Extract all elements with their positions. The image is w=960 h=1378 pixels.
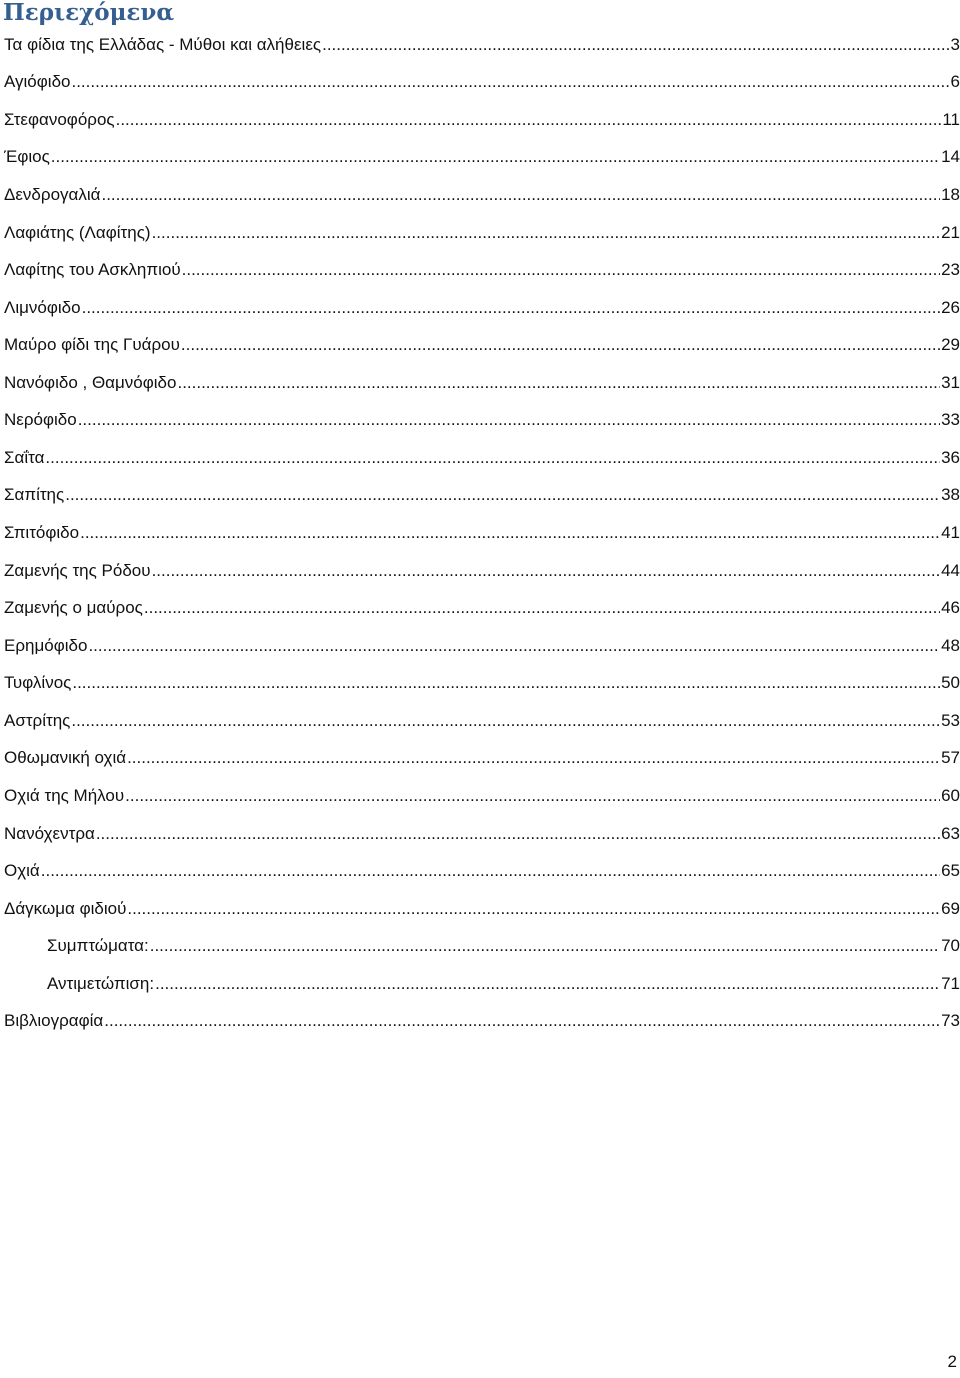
toc-entry[interactable] — [0, 665, 960, 703]
toc-entry-page[interactable]: 6 — [950, 72, 960, 92]
toc-entry-title[interactable]: Λιμνόφιδο — [4, 297, 81, 317]
toc-entry-title[interactable]: Μαύρο φίδι της Γυάρου — [4, 335, 180, 355]
toc-entry-title[interactable]: Βιβλιογραφία — [4, 1011, 104, 1031]
toc-entry-title[interactable]: Ζαμενής της Ρόδου — [4, 560, 151, 580]
toc-dot-leader — [322, 35, 949, 55]
toc-heading: Περιεχόμενα — [3, 0, 175, 26]
toc-entry[interactable] — [0, 552, 960, 590]
toc-dot-leader — [88, 636, 940, 656]
toc-entry-line — [0, 110, 960, 130]
toc-entry-page[interactable]: 46 — [941, 598, 960, 618]
toc-entry-page[interactable]: 57 — [941, 748, 960, 768]
toc-entry[interactable] — [0, 890, 960, 928]
toc-dot-leader — [45, 448, 940, 468]
toc-entry-title[interactable]: Δενδρογαλιά — [4, 185, 101, 204]
toc-entry[interactable] — [0, 777, 960, 815]
toc-entry-title[interactable]: Σαΐτα — [4, 447, 45, 467]
toc-entry-title[interactable]: Έφιος — [4, 147, 50, 167]
toc-entry[interactable] — [0, 251, 960, 289]
toc-entry-line — [0, 636, 960, 656]
toc-dot-leader — [144, 598, 940, 618]
toc-dot-leader — [116, 110, 942, 130]
toc-entry-page[interactable]: 48 — [941, 635, 960, 655]
toc-entry-line — [0, 373, 960, 393]
toc-entry[interactable] — [0, 815, 960, 853]
toc-entry-line — [0, 673, 960, 693]
toc-entry-line — [0, 561, 960, 581]
toc-entry-line — [0, 1011, 960, 1031]
toc-dot-leader — [177, 373, 940, 393]
toc-dot-leader — [80, 523, 940, 543]
toc-entry-title[interactable]: Νερόφιδο — [4, 410, 77, 430]
toc-entry-title[interactable]: Σπιτόφιδο — [4, 523, 80, 543]
toc-entry-line — [0, 223, 960, 243]
toc-dot-leader — [65, 485, 940, 505]
toc-entry-line — [0, 899, 960, 919]
toc-dot-leader — [125, 786, 940, 806]
toc-dot-leader — [71, 711, 940, 731]
toc-entry-line — [0, 448, 960, 468]
toc-entry-title[interactable]: Νανόχεντρα — [4, 823, 95, 843]
toc-entry[interactable] — [0, 702, 960, 740]
toc-entry-page[interactable]: 21 — [941, 222, 960, 242]
toc-dot-leader — [78, 410, 940, 430]
toc-entry-page[interactable]: 23 — [941, 260, 960, 280]
toc-entry-line — [0, 711, 960, 731]
toc-entry[interactable] — [0, 364, 960, 402]
toc-entry-title[interactable]: Αγιόφιδο — [4, 72, 71, 92]
toc-entry[interactable] — [0, 26, 960, 64]
toc-entry-page[interactable]: 71 — [941, 973, 960, 993]
toc-entry-line — [0, 298, 960, 318]
toc-entry-line — [0, 861, 960, 881]
toc-entry-line — [0, 974, 960, 994]
toc-entry-line — [0, 410, 960, 430]
toc-dot-leader — [182, 260, 940, 280]
toc-entry-page[interactable]: 38 — [941, 485, 960, 505]
toc-dot-leader — [41, 861, 940, 881]
toc-entry-title[interactable]: Λαφιάτης (Λαφίτης) — [4, 222, 151, 242]
toc-entry[interactable] — [0, 439, 960, 477]
toc-entry-title[interactable]: Συμπτώματα: — [47, 936, 149, 956]
toc-entry[interactable] — [0, 927, 960, 965]
toc-entry-title[interactable]: Οθωμανική οχιά — [4, 748, 127, 768]
toc-dot-leader — [96, 824, 940, 844]
toc-entry-page[interactable]: 69 — [941, 898, 960, 918]
toc-entry-page[interactable]: 31 — [941, 372, 960, 392]
toc-dot-leader — [101, 185, 940, 205]
toc-dot-leader — [72, 673, 940, 693]
toc-entry-page[interactable]: 18 — [941, 185, 960, 204]
toc-entry[interactable] — [0, 852, 960, 890]
toc-entry-title[interactable]: Λαφίτης του Ασκληπιού — [4, 260, 181, 280]
toc-entry[interactable] — [0, 214, 960, 252]
toc-entry-page[interactable]: 14 — [941, 147, 960, 167]
toc-entry-line — [0, 185, 960, 205]
toc-entry-page[interactable]: 50 — [941, 673, 960, 693]
toc-entry-page[interactable]: 33 — [941, 410, 960, 430]
toc-entry[interactable] — [0, 514, 960, 552]
toc-entry[interactable] — [0, 139, 960, 177]
toc-entry[interactable] — [0, 101, 960, 139]
toc-entry-line — [0, 260, 960, 280]
toc-entry-title[interactable]: Αστρίτης — [4, 710, 71, 730]
toc-dot-leader — [155, 974, 940, 994]
toc-entry[interactable] — [0, 326, 960, 364]
toc-entry-line — [0, 485, 960, 505]
toc-entry-page[interactable]: 63 — [941, 823, 960, 843]
toc-dot-leader — [51, 147, 940, 167]
toc-entry-page[interactable]: 29 — [941, 335, 960, 355]
toc-entry[interactable] — [0, 965, 960, 1003]
toc-entry-page[interactable]: 60 — [941, 785, 960, 805]
toc-entry-line — [0, 335, 960, 355]
toc-entry-title[interactable]: Στεφανοφόρος — [4, 109, 115, 129]
toc-entry[interactable] — [0, 589, 960, 627]
toc-entry-page[interactable]: 11 — [942, 109, 960, 129]
toc-entry[interactable] — [0, 1003, 960, 1041]
toc-entry-title[interactable]: Σαπίτης — [4, 485, 65, 505]
toc-entry-title[interactable]: Αντιμετώπιση: — [47, 973, 155, 993]
toc-dot-leader — [127, 748, 940, 768]
toc-dot-leader — [127, 899, 940, 919]
toc-dot-leader — [150, 936, 940, 956]
page-number: 2 — [947, 1352, 957, 1371]
toc-entry-title[interactable]: Δάγκωμα φιδιού — [4, 898, 127, 918]
toc-entry-page[interactable]: 26 — [941, 297, 960, 317]
toc-entry-title[interactable]: Ερημόφιδο — [4, 635, 88, 655]
toc-dot-leader — [152, 561, 941, 581]
toc-entry-line — [0, 523, 960, 543]
toc-entry-page[interactable]: 70 — [941, 936, 960, 956]
toc-entry-page[interactable]: 73 — [941, 1011, 960, 1031]
toc-dot-leader — [71, 72, 949, 92]
toc-entry-page[interactable]: 53 — [941, 710, 960, 730]
toc-entry[interactable] — [0, 402, 960, 440]
toc-dot-leader — [181, 335, 940, 355]
toc-entry-page[interactable]: 36 — [941, 447, 960, 467]
toc-entry-page[interactable]: 44 — [941, 560, 960, 580]
toc-entry-line — [0, 147, 960, 167]
toc-entry-title[interactable]: Νανόφιδο , Θαμνόφιδο — [4, 372, 177, 392]
toc-entry-page[interactable]: 41 — [941, 523, 960, 543]
toc-entry-page[interactable]: 3 — [950, 34, 960, 54]
toc-dot-leader — [152, 223, 941, 243]
toc-entry[interactable] — [0, 627, 960, 665]
toc-entry-title[interactable]: Οχιά της Μήλου — [4, 785, 125, 805]
toc-entry[interactable] — [0, 740, 960, 778]
toc-entry[interactable] — [0, 477, 960, 515]
toc-dot-leader — [82, 298, 940, 318]
toc-entry-title[interactable]: Οχιά — [4, 861, 40, 881]
toc-entry-line — [0, 748, 960, 768]
toc-entry-line — [0, 824, 960, 844]
toc-entry[interactable] — [0, 176, 960, 214]
toc-dot-leader — [104, 1011, 940, 1031]
toc-entry-line — [0, 786, 960, 806]
toc-entry-page[interactable]: 65 — [941, 861, 960, 881]
toc-entry-title[interactable]: Ζαμενής ο μαύρος — [4, 598, 143, 618]
toc-entry-line — [0, 936, 960, 956]
toc-entry-title[interactable]: Τα φίδια της Ελλάδας - Μύθοι και αλήθειες — [4, 34, 322, 54]
toc-entry-title[interactable]: Τυφλίνος — [4, 673, 72, 693]
toc-entry[interactable] — [0, 64, 960, 102]
toc-entry-line — [0, 35, 960, 55]
toc-entry-line — [0, 72, 960, 92]
toc-entry-line — [0, 598, 960, 618]
toc-entry[interactable] — [0, 289, 960, 327]
